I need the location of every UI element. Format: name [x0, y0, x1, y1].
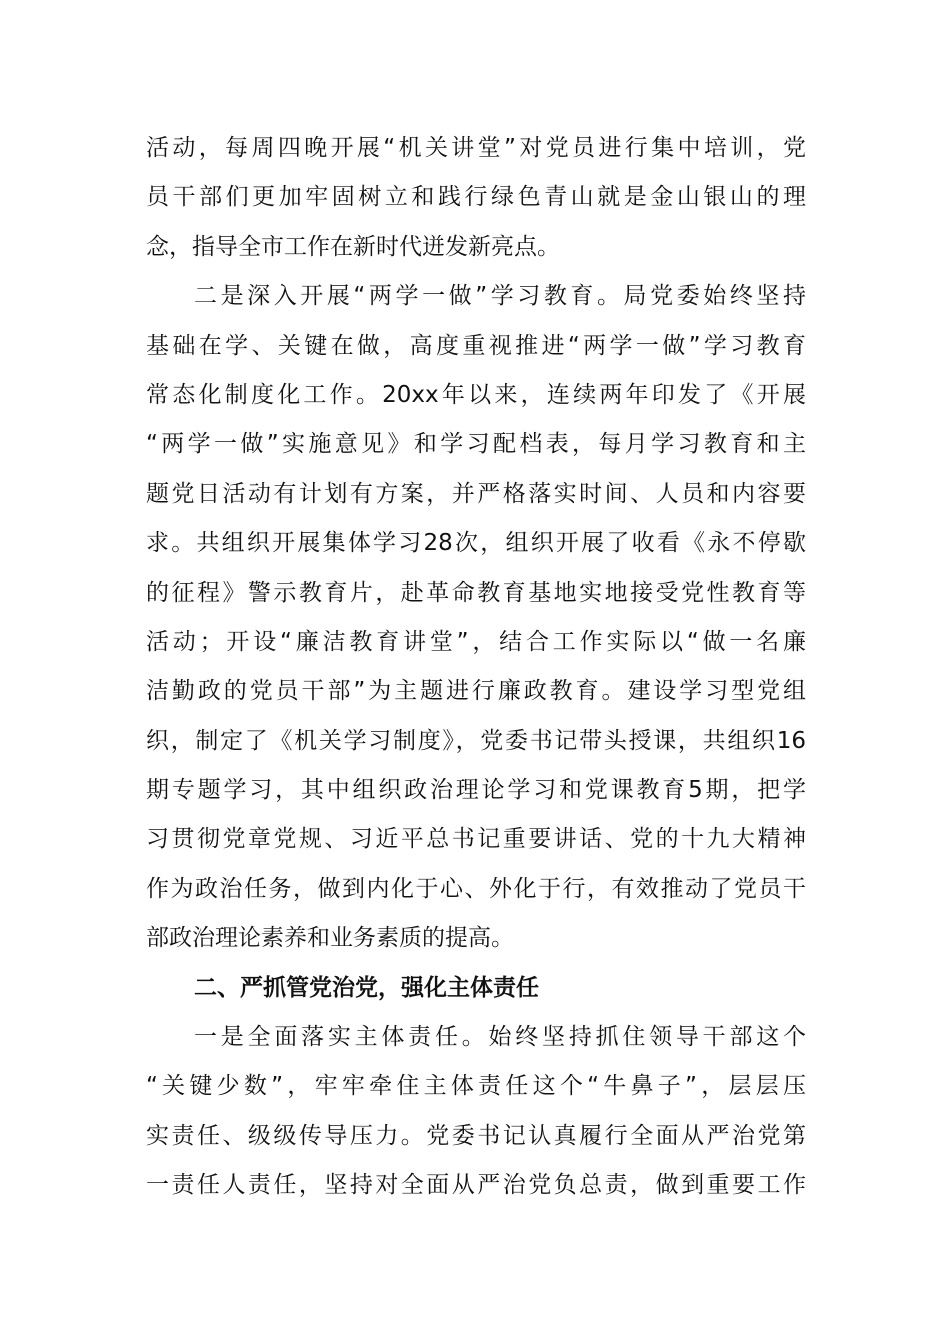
- document-page: [146, 124, 806, 1211]
- text-line: 活动；开设“廉洁教育讲堂”，结合工作实际以“做一名廉: [146, 628, 806, 655]
- text-line: 的征程》警示教育片，赴革命教育基地实地接受党性教育等: [146, 579, 806, 606]
- text-line: 一责任人责任，坚持对全面从严治党负总责，做到重要工作: [146, 1172, 806, 1199]
- text-line: 期专题学习，其中组织政治理论学习和党课教育5期，把学: [146, 777, 806, 804]
- text-line: 一是全面落实主体责任。始终坚持抓住领导干部这个: [194, 1024, 806, 1051]
- text-line: 习贯彻党章党规、习近平总书记重要讲话、党的十九大精神: [146, 826, 806, 853]
- text-line: 洁勤政的党员干部”为主题进行廉政教育。建设学习型党组: [146, 678, 806, 705]
- text-line: 实责任、级级传导压力。党委书记认真履行全面从严治党第: [146, 1122, 806, 1149]
- text-line: 二是深入开展“两学一做”学习教育。局党委始终坚持: [194, 283, 806, 310]
- text-line: “关键少数”，牢牢牵住主体责任这个“牛鼻子”，层层压: [146, 1073, 806, 1100]
- text-line: 部政治理论素养和业务素质的提高。: [146, 925, 514, 952]
- text-line: “两学一做”实施意见》和学习配档表，每月学习教育和主: [146, 431, 806, 458]
- text-line: 基础在学、关键在做，高度重视推进“两学一做”学习教育: [146, 332, 806, 359]
- paragraph-3: [146, 1013, 806, 1211]
- text-line: 活动，每周四晚开展“机关讲堂”对党员进行集中培训，党: [146, 135, 806, 161]
- paragraph-1: [146, 124, 806, 272]
- text-line: 求。共组织开展集体学习28次，组织开展了收看《永不停歇: [146, 530, 806, 557]
- text-line: 常态化制度化工作。20xx年以来，连续两年印发了《开展: [146, 381, 806, 408]
- text-line: 员干部们更加牢固树立和践行绿色青山就是金山银山的理: [146, 184, 806, 211]
- text-line: 作为政治任务，做到内化于心、外化于行，有效推动了党员干: [146, 875, 806, 902]
- paragraph-2: [146, 272, 806, 963]
- text-line: 念，指导全市工作在新时代迸发新亮点。: [146, 233, 560, 260]
- section-heading: [146, 964, 806, 1013]
- text-line: 织，制定了《机关学习制度》，党委书记带头授课，共组织16: [146, 727, 806, 754]
- heading-text: 二、严抓管党治党，强化主体责任: [194, 974, 539, 1001]
- text-line: 题党日活动有计划有方案，并严格落实时间、人员和内容要: [146, 480, 806, 507]
